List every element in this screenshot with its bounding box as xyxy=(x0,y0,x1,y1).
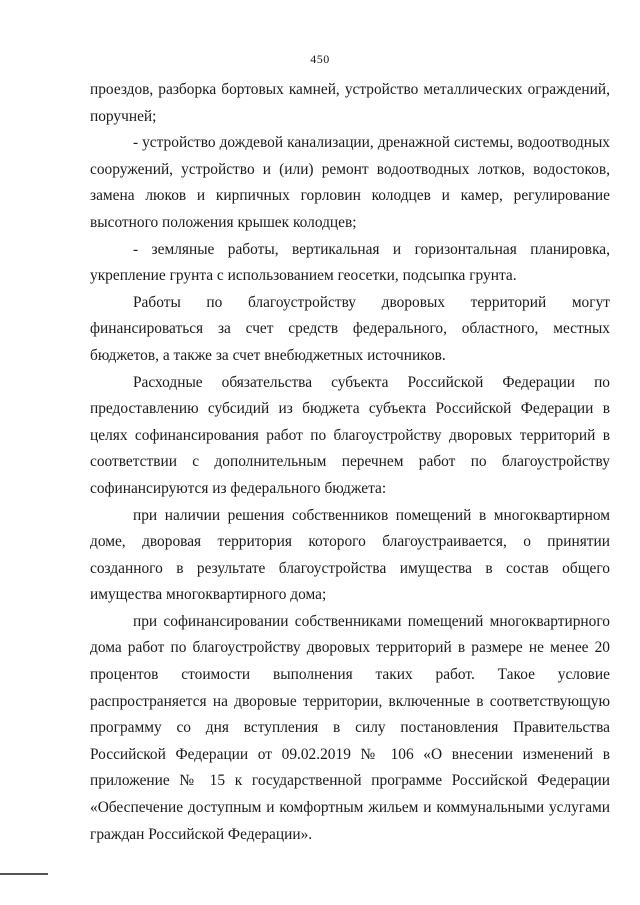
paragraph-obligations: Расходные обязательства субъекта Российской Федерации по предоставлению субсидий из бюджета субъекта Российской Федерации в целях софинансирования работ по благоустройству дворовых территорий в соответствии с дополнительным перечнем работ по благоустройству софинансируются из федерального бюджета: xyxy=(90,373,610,497)
list-item-drainage: - устройство дождевой канализации, дренажной системы, водоотводных сооружений, устройство и (или) ремонт водоотводных лотков, водостоков, замена люков и кирпичных горловин колодцев и камер, регулирование высотного положения крышек колодцев; xyxy=(90,134,610,231)
scan-edge-mark xyxy=(0,873,48,875)
paragraph-financing: Работы по благоустройству дворовых территорий могут финансироваться за счет средств федерального, областного, местных бюджетов, а также за счет внебюджетных источников. xyxy=(90,293,610,364)
page-number: 450 xyxy=(310,52,330,66)
paragraph-continued: проездов, разборка бортовых камней, устройство металлических ограждений, поручней; xyxy=(90,81,610,125)
paragraph-condition-cofinancing: при софинансировании собственниками помещений многоквартирного дома работ по благоустройству дворовых территорий в размере не менее 20 процентов стоимости выполнения таких работ. Такое условие распространяется на дворовые территории, включенные в соответствующую программу со дня вступления в силу постановления Правительства Российской Федерации от 09.02.2019 № 106 «О внесении изменений в приложение № 15 к государственной программе Российской Федерации «Обеспечение доступным и комфортным жильем и коммунальными услугами граждан Российской Федерации». xyxy=(90,612,610,843)
list-item-earthworks: - земляные работы, вертикальная и горизонтальная планировка, укрепление грунта с использованием геосетки, подсыпка грунта. xyxy=(90,240,610,285)
paragraph-condition-decision: при наличии решения собственников помещений в многоквартирном доме, дворовая территория которого благоустраивается, о принятии созданного в результате благоустройства имущества в состав общего имущества многоквартирного дома; xyxy=(90,506,610,604)
document-body xyxy=(90,77,610,848)
